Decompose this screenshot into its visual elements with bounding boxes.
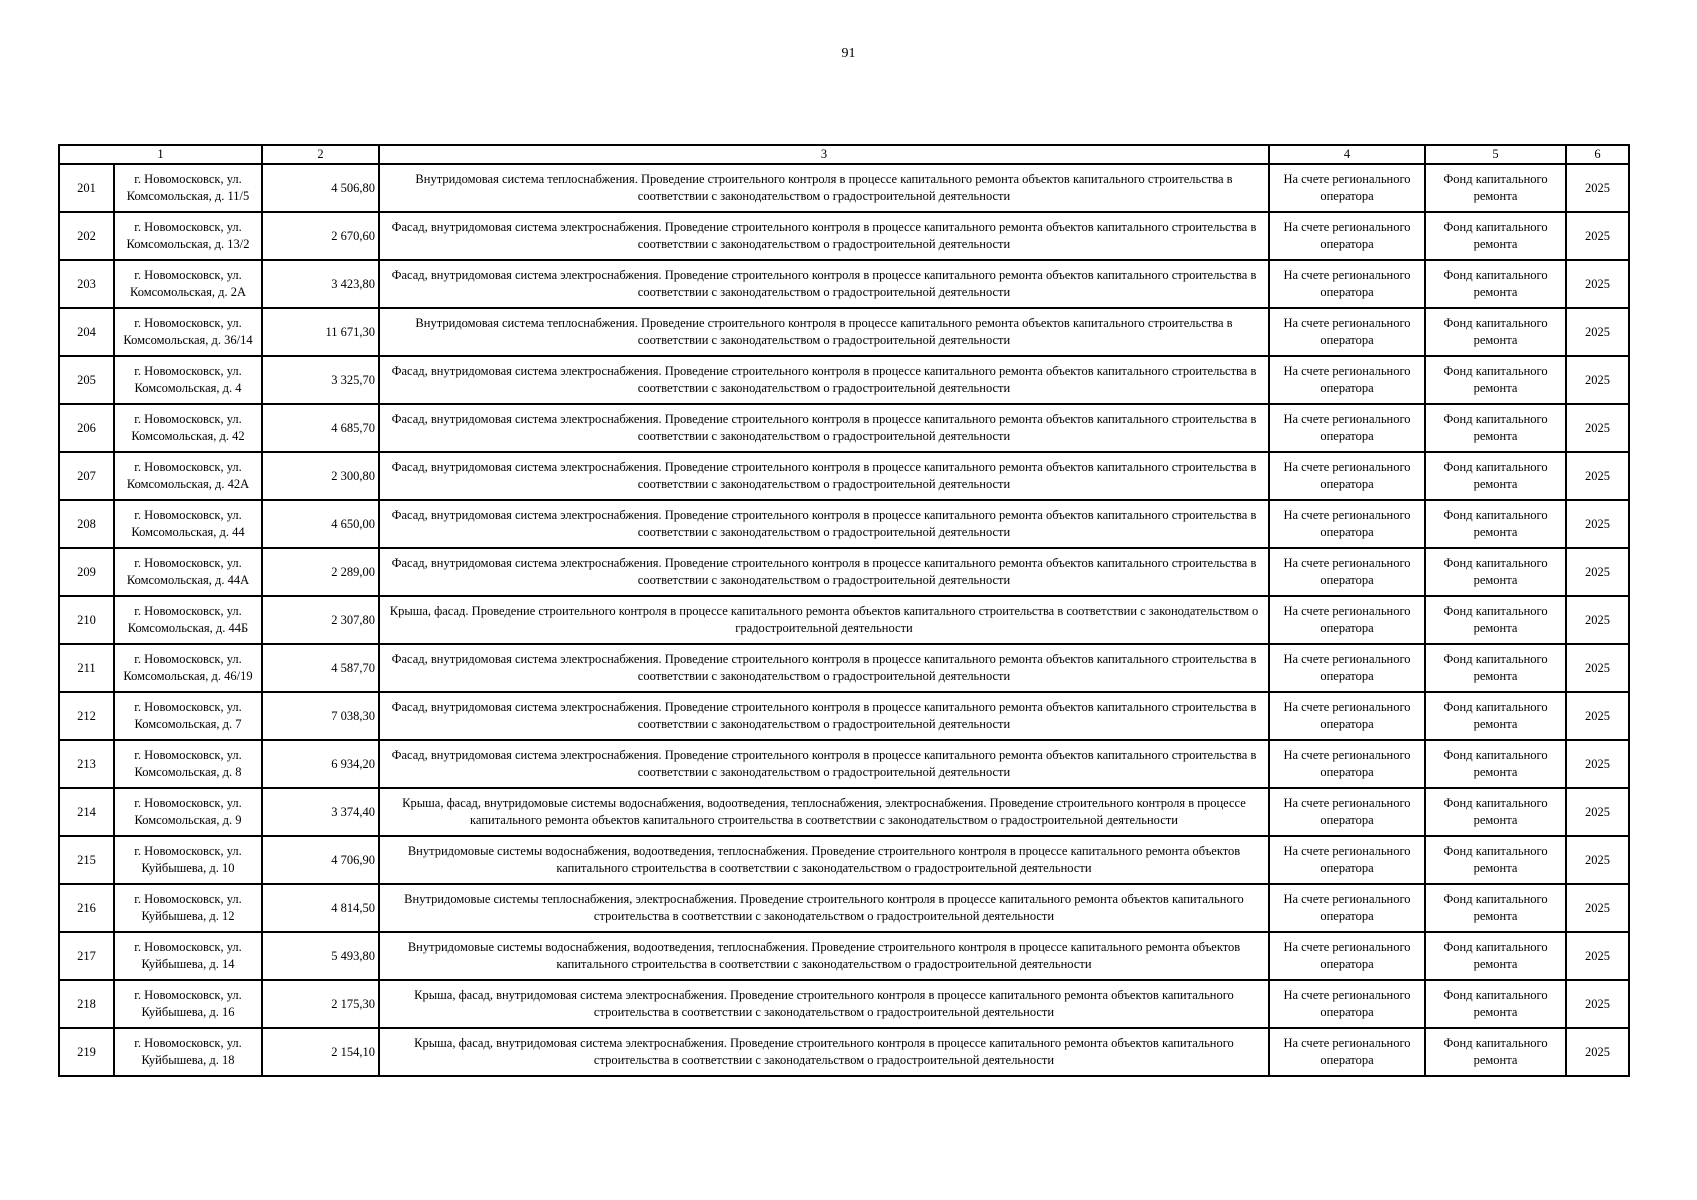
account-cell: На счете регионального оператора: [1269, 740, 1425, 788]
capital-repair-table: [58, 144, 1630, 1077]
address-cell: г. Новомосковск, ул. Комсомольская, д. 44А: [114, 548, 262, 596]
address-cell: г. Новомосковск, ул. Комсомольская, д. 7: [114, 692, 262, 740]
year-cell: 2025: [1566, 644, 1629, 692]
year-cell: 2025: [1566, 548, 1629, 596]
table-row: [59, 788, 1629, 836]
year-cell: 2025: [1566, 692, 1629, 740]
row-number: 210: [59, 596, 114, 644]
table-row: [59, 836, 1629, 884]
account-cell: На счете регионального оператора: [1269, 356, 1425, 404]
account-cell: На счете регионального оператора: [1269, 884, 1425, 932]
year-cell: 2025: [1566, 1028, 1629, 1076]
address-cell: г. Новомосковск, ул. Куйбышева, д. 18: [114, 1028, 262, 1076]
cost-cell: 11 671,30: [262, 308, 379, 356]
row-number: 203: [59, 260, 114, 308]
table-row: [59, 452, 1629, 500]
column-number-6: 6: [1566, 145, 1629, 164]
year-cell: 2025: [1566, 596, 1629, 644]
row-number: 217: [59, 932, 114, 980]
funding-source-cell: Фонд капитального ремонта: [1425, 1028, 1566, 1076]
funding-source-cell: Фонд капитального ремонта: [1425, 452, 1566, 500]
funding-source-cell: Фонд капитального ремонта: [1425, 932, 1566, 980]
account-cell: На счете регионального оператора: [1269, 260, 1425, 308]
account-cell: На счете регионального оператора: [1269, 692, 1425, 740]
cost-cell: 4 814,50: [262, 884, 379, 932]
funding-source-cell: Фонд капитального ремонта: [1425, 884, 1566, 932]
table-row: [59, 356, 1629, 404]
row-number: 214: [59, 788, 114, 836]
row-number: 207: [59, 452, 114, 500]
account-cell: На счете регионального оператора: [1269, 980, 1425, 1028]
address-cell: г. Новомосковск, ул. Комсомольская, д. 36/14: [114, 308, 262, 356]
year-cell: 2025: [1566, 260, 1629, 308]
works-description-cell: Крыша, фасад, внутридомовая система электроснабжения. Проведение строительного контроля в процессе капитального ремонта объектов капитального строительства в соответствии с законодательством о градостроительной деятельности: [379, 1028, 1269, 1076]
account-cell: На счете регионального оператора: [1269, 500, 1425, 548]
account-cell: На счете регионального оператора: [1269, 788, 1425, 836]
cost-cell: 6 934,20: [262, 740, 379, 788]
address-cell: г. Новомосковск, ул. Комсомольская, д. 46/19: [114, 644, 262, 692]
address-cell: г. Новомосковск, ул. Комсомольская, д. 44Б: [114, 596, 262, 644]
address-cell: г. Новомосковск, ул. Комсомольская, д. 11/5: [114, 164, 262, 212]
table-row: [59, 644, 1629, 692]
year-cell: 2025: [1566, 212, 1629, 260]
table-row: [59, 884, 1629, 932]
row-number: 219: [59, 1028, 114, 1076]
column-number-5: 5: [1425, 145, 1566, 164]
works-description-cell: Фасад, внутридомовая система электроснабжения. Проведение строительного контроля в процессе капитального ремонта объектов капитального строительства в соответствии с законодательством о градостроительной деятельности: [379, 404, 1269, 452]
account-cell: На счете регионального оператора: [1269, 644, 1425, 692]
address-cell: г. Новомосковск, ул. Куйбышева, д. 14: [114, 932, 262, 980]
works-description-cell: Внутридомовые системы водоснабжения, водоотведения, теплоснабжения. Проведение строительного контроля в процессе капитального ремонта объектов капитального строительства в соответствии с законодательством о градостроительной деятельности: [379, 932, 1269, 980]
column-number-row: [59, 145, 1629, 164]
funding-source-cell: Фонд капитального ремонта: [1425, 404, 1566, 452]
account-cell: На счете регионального оператора: [1269, 212, 1425, 260]
page-number: 91: [841, 46, 856, 61]
table-row: [59, 932, 1629, 980]
cost-cell: 4 650,00: [262, 500, 379, 548]
row-number: 215: [59, 836, 114, 884]
works-description-cell: Крыша, фасад, внутридомовая система электроснабжения. Проведение строительного контроля в процессе капитального ремонта объектов капитального строительства в соответствии с законодательством о градостроительной деятельности: [379, 980, 1269, 1028]
funding-source-cell: Фонд капитального ремонта: [1425, 164, 1566, 212]
address-cell: г. Новомосковск, ул. Комсомольская, д. 8: [114, 740, 262, 788]
cost-cell: 2 300,80: [262, 452, 379, 500]
funding-source-cell: Фонд капитального ремонта: [1425, 740, 1566, 788]
row-number: 205: [59, 356, 114, 404]
account-cell: На счете регионального оператора: [1269, 548, 1425, 596]
cost-cell: 5 493,80: [262, 932, 379, 980]
account-cell: На счете регионального оператора: [1269, 836, 1425, 884]
year-cell: 2025: [1566, 452, 1629, 500]
column-number-2: 2: [262, 145, 379, 164]
funding-source-cell: Фонд капитального ремонта: [1425, 836, 1566, 884]
account-cell: На счете регионального оператора: [1269, 1028, 1425, 1076]
funding-source-cell: Фонд капитального ремонта: [1425, 596, 1566, 644]
table-row: [59, 164, 1629, 212]
row-number: 202: [59, 212, 114, 260]
address-cell: г. Новомосковск, ул. Комсомольская, д. 44: [114, 500, 262, 548]
cost-cell: 2 154,10: [262, 1028, 379, 1076]
funding-source-cell: Фонд капитального ремонта: [1425, 308, 1566, 356]
address-cell: г. Новомосковск, ул. Куйбышева, д. 10: [114, 836, 262, 884]
row-number: 209: [59, 548, 114, 596]
funding-source-cell: Фонд капитального ремонта: [1425, 548, 1566, 596]
works-description-cell: Внутридомовая система теплоснабжения. Проведение строительного контроля в процессе капитального ремонта объектов капитального строительства в соответствии с законодательством о градостроительной деятельности: [379, 164, 1269, 212]
works-description-cell: Фасад, внутридомовая система электроснабжения. Проведение строительного контроля в процессе капитального ремонта объектов капитального строительства в соответствии с законодательством о градостроительной деятельности: [379, 500, 1269, 548]
address-cell: г. Новомосковск, ул. Куйбышева, д. 16: [114, 980, 262, 1028]
row-number: 212: [59, 692, 114, 740]
account-cell: На счете регионального оператора: [1269, 404, 1425, 452]
year-cell: 2025: [1566, 980, 1629, 1028]
address-cell: г. Новомосковск, ул. Комсомольская, д. 2А: [114, 260, 262, 308]
works-description-cell: Фасад, внутридомовая система электроснабжения. Проведение строительного контроля в процессе капитального ремонта объектов капитального строительства в соответствии с законодательством о градостроительной деятельности: [379, 356, 1269, 404]
account-cell: На счете регионального оператора: [1269, 932, 1425, 980]
works-description-cell: Фасад, внутридомовая система электроснабжения. Проведение строительного контроля в процессе капитального ремонта объектов капитального строительства в соответствии с законодательством о градостроительной деятельности: [379, 740, 1269, 788]
works-description-cell: Внутридомовые системы водоснабжения, водоотведения, теплоснабжения. Проведение строительного контроля в процессе капитального ремонта объектов капитального строительства в соответствии с законодательством о градостроительной деятельности: [379, 836, 1269, 884]
table-row: [59, 404, 1629, 452]
table-row: [59, 260, 1629, 308]
row-number: 216: [59, 884, 114, 932]
works-description-cell: Фасад, внутридомовая система электроснабжения. Проведение строительного контроля в процессе капитального ремонта объектов капитального строительства в соответствии с законодательством о градостроительной деятельности: [379, 548, 1269, 596]
cost-cell: 7 038,30: [262, 692, 379, 740]
year-cell: 2025: [1566, 836, 1629, 884]
address-cell: г. Новомосковск, ул. Куйбышева, д. 12: [114, 884, 262, 932]
cost-cell: 2 175,30: [262, 980, 379, 1028]
account-cell: На счете регионального оператора: [1269, 308, 1425, 356]
address-cell: г. Новомосковск, ул. Комсомольская, д. 42А: [114, 452, 262, 500]
funding-source-cell: Фонд капитального ремонта: [1425, 644, 1566, 692]
cost-cell: 4 706,90: [262, 836, 379, 884]
year-cell: 2025: [1566, 404, 1629, 452]
cost-cell: 4 587,70: [262, 644, 379, 692]
funding-source-cell: Фонд капитального ремонта: [1425, 260, 1566, 308]
year-cell: 2025: [1566, 356, 1629, 404]
cost-cell: 3 374,40: [262, 788, 379, 836]
works-description-cell: Внутридомовые системы теплоснабжения, электроснабжения. Проведение строительного контроля в процессе капитального ремонта объектов капитального строительства в соответствии с законодательством о градостроительной деятельности: [379, 884, 1269, 932]
funding-source-cell: Фонд капитального ремонта: [1425, 356, 1566, 404]
row-number: 213: [59, 740, 114, 788]
works-description-cell: Фасад, внутридомовая система электроснабжения. Проведение строительного контроля в процессе капитального ремонта объектов капитального строительства в соответствии с законодательством о градостроительной деятельности: [379, 692, 1269, 740]
funding-source-cell: Фонд капитального ремонта: [1425, 692, 1566, 740]
column-number-4: 4: [1269, 145, 1425, 164]
cost-cell: 3 325,70: [262, 356, 379, 404]
column-number-1: 1: [59, 145, 262, 164]
year-cell: 2025: [1566, 308, 1629, 356]
cost-cell: 4 506,80: [262, 164, 379, 212]
cost-cell: 2 289,00: [262, 548, 379, 596]
cost-cell: 2 307,80: [262, 596, 379, 644]
table-row: [59, 596, 1629, 644]
table-row: [59, 308, 1629, 356]
year-cell: 2025: [1566, 164, 1629, 212]
address-cell: г. Новомосковск, ул. Комсомольская, д. 13/2: [114, 212, 262, 260]
year-cell: 2025: [1566, 932, 1629, 980]
funding-source-cell: Фонд капитального ремонта: [1425, 980, 1566, 1028]
address-cell: г. Новомосковск, ул. Комсомольская, д. 9: [114, 788, 262, 836]
table-row: [59, 980, 1629, 1028]
account-cell: На счете регионального оператора: [1269, 452, 1425, 500]
works-description-cell: Крыша, фасад. Проведение строительного контроля в процессе капитального ремонта объектов капитального строительства в соответствии с законодательством о градостроительной деятельности: [379, 596, 1269, 644]
year-cell: 2025: [1566, 740, 1629, 788]
cost-cell: 2 670,60: [262, 212, 379, 260]
year-cell: 2025: [1566, 500, 1629, 548]
account-cell: На счете регионального оператора: [1269, 164, 1425, 212]
works-description-cell: Фасад, внутридомовая система электроснабжения. Проведение строительного контроля в процессе капитального ремонта объектов капитального строительства в соответствии с законодательством о градостроительной деятельности: [379, 452, 1269, 500]
works-description-cell: Фасад, внутридомовая система электроснабжения. Проведение строительного контроля в процессе капитального ремонта объектов капитального строительства в соответствии с законодательством о градостроительной деятельности: [379, 644, 1269, 692]
funding-source-cell: Фонд капитального ремонта: [1425, 788, 1566, 836]
row-number: 204: [59, 308, 114, 356]
table-row: [59, 212, 1629, 260]
works-description-cell: Внутридомовая система теплоснабжения. Проведение строительного контроля в процессе капитального ремонта объектов капитального строительства в соответствии с законодательством о градостроительной деятельности: [379, 308, 1269, 356]
row-number: 201: [59, 164, 114, 212]
table-row: [59, 692, 1629, 740]
works-description-cell: Фасад, внутридомовая система электроснабжения. Проведение строительного контроля в процессе капитального ремонта объектов капитального строительства в соответствии с законодательством о градостроительной деятельности: [379, 260, 1269, 308]
row-number: 211: [59, 644, 114, 692]
works-description-cell: Фасад, внутридомовая система электроснабжения. Проведение строительного контроля в процессе капитального ремонта объектов капитального строительства в соответствии с законодательством о градостроительной деятельности: [379, 212, 1269, 260]
column-number-3: 3: [379, 145, 1269, 164]
works-description-cell: Крыша, фасад, внутридомовые системы водоснабжения, водоотведения, теплоснабжения, электроснабжения. Проведение строительного контроля в процессе капитального ремонта объектов капитального строительства в соответствии с законодательством о градостроительной деятельности: [379, 788, 1269, 836]
table-row: [59, 548, 1629, 596]
address-cell: г. Новомосковск, ул. Комсомольская, д. 42: [114, 404, 262, 452]
row-number: 208: [59, 500, 114, 548]
row-number: 206: [59, 404, 114, 452]
funding-source-cell: Фонд капитального ремонта: [1425, 212, 1566, 260]
year-cell: 2025: [1566, 788, 1629, 836]
cost-cell: 3 423,80: [262, 260, 379, 308]
row-number: 218: [59, 980, 114, 1028]
address-cell: г. Новомосковск, ул. Комсомольская, д. 4: [114, 356, 262, 404]
table-row: [59, 1028, 1629, 1076]
account-cell: На счете регионального оператора: [1269, 596, 1425, 644]
funding-source-cell: Фонд капитального ремонта: [1425, 500, 1566, 548]
table-row: [59, 500, 1629, 548]
year-cell: 2025: [1566, 884, 1629, 932]
table-row: [59, 740, 1629, 788]
cost-cell: 4 685,70: [262, 404, 379, 452]
